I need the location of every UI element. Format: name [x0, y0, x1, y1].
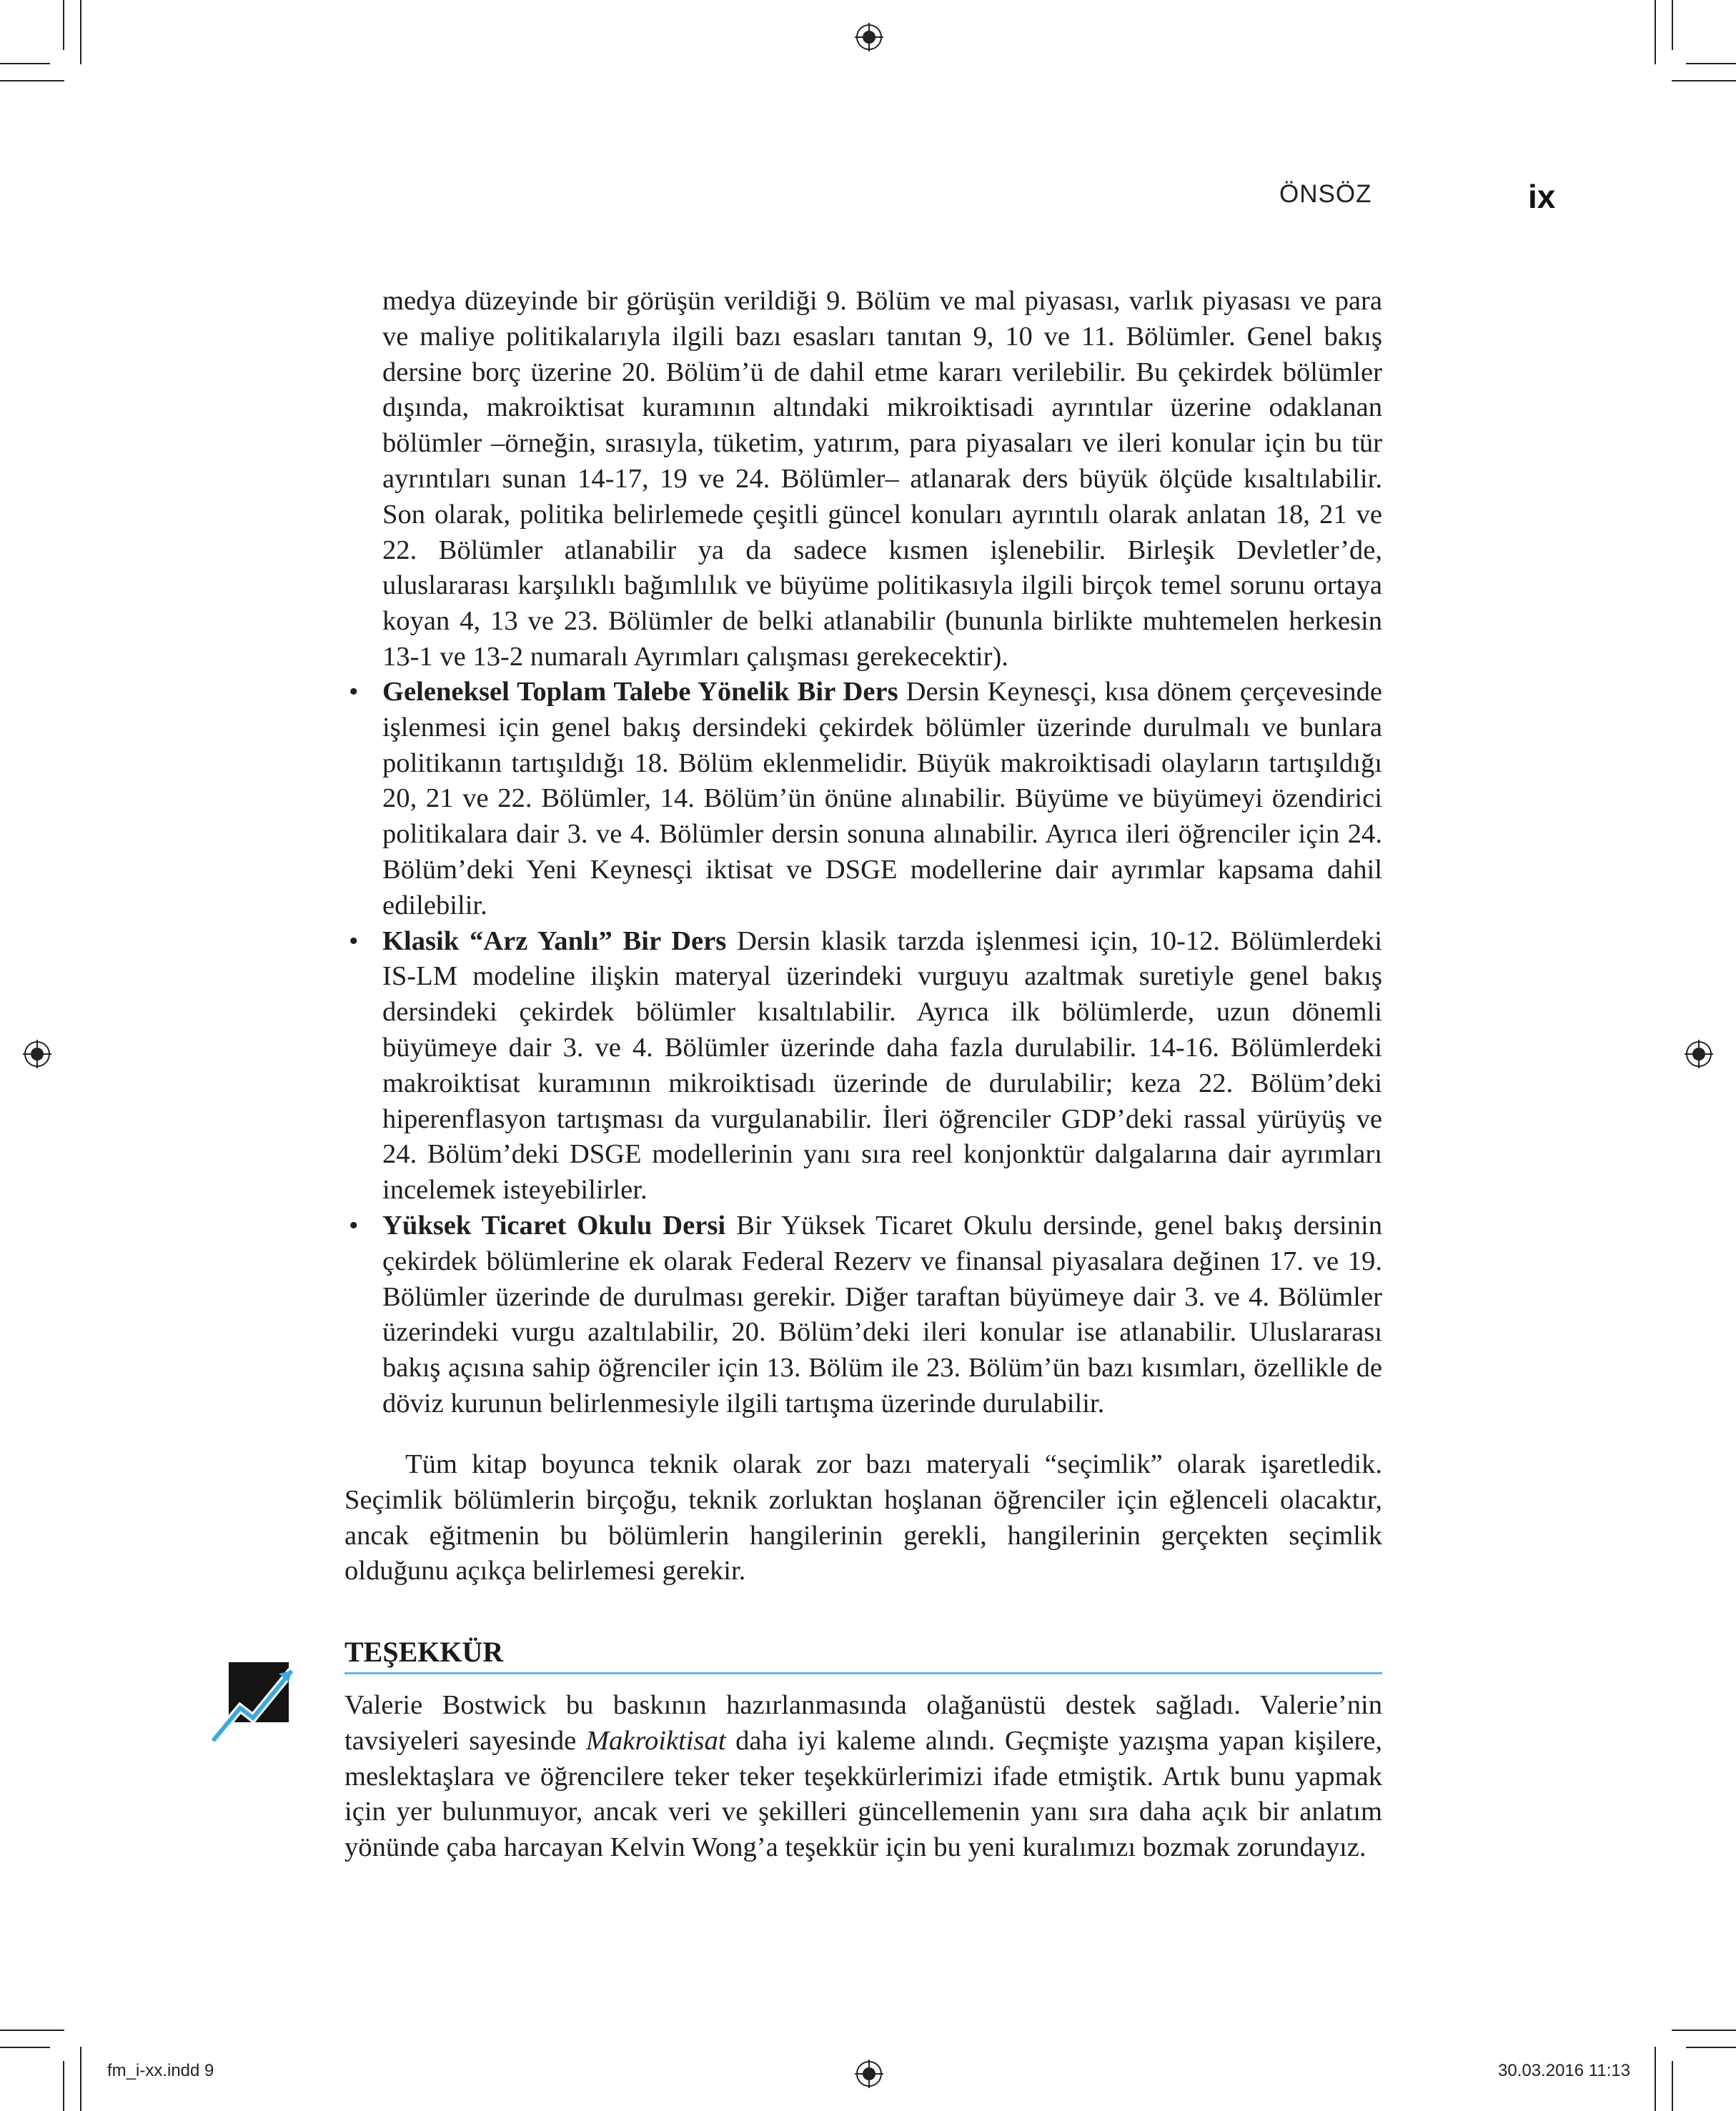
registration-mark-icon [23, 1040, 51, 1068]
trend-chart-icon [212, 1656, 297, 1749]
bullet-icon: • [349, 677, 359, 707]
course-options-list [344, 675, 1382, 1422]
acknowledgements-paragraph [344, 1688, 1382, 1866]
book-title: Makroiktisat [585, 1725, 726, 1756]
bullet-icon: • [349, 1210, 359, 1241]
section-title: TEŞEKKÜR [344, 1636, 504, 1668]
list-item [344, 675, 1382, 924]
crop-mark [1672, 2061, 1673, 2111]
crop-mark [80, 2047, 81, 2111]
crop-mark [63, 0, 64, 50]
crop-mark [1686, 2047, 1736, 2048]
crop-mark [0, 2047, 50, 2048]
ack-text-end: daha iyi kaleme alındı. Geçmişte yazışma yapan kişilere, meslektaşlara ve öğrencilere teker teker teşekkürlerimizi ifade etmiştik. Artık bunu yapmak için yer bulunmuyor, ancak veri ve şekilleri güncellemenin yanı sıra daha açık bir anlatım yönünde çaba harcayan Kelvin Wong’a teşekkür için bu yeni kuralımızı bozmak zorundayız. [344, 1725, 1382, 1863]
bullet-text: Bir Yüksek Ticaret Okulu dersinde, genel bakış dersinin çekirdek bölümlerine ek olarak Federal Rezerv ve finansal piyasalara değinen 17. ve 19. Bölümler üzerinde de durulması gerekir. Diğer taraftan büyümeye dair 3. ve 4. Bölümler üzerindeki vurgu azaltılabilir, 20. Bölüm’deki ileri konular ise atlanabilir. Uluslararası bakış açısına sahip öğrenciler için 13. Bölüm ile 23. Bölüm’ün bazı kısımları, özellikle de döviz kurunun belirlenmesiyle ilgili tartışma üzerinde durulabilir. [382, 1210, 1383, 1419]
page-number: ix [1528, 178, 1556, 215]
registration-mark-icon [855, 2060, 883, 2088]
running-header: ÖNSÖZ [1279, 180, 1372, 208]
crop-mark [80, 0, 81, 64]
bullet-text: Dersin klasik tarzda işlenmesi için, 10-12. Bölümlerdeki IS-LM modeline ilişkin materyal üzerindeki vurguyu azaltmak suretiyle genel bakış dersindeki çekirdek bölümler kısaltılabilir. Ayrıca ilk bölümlerde, uzun dönemli büyümeye dair 3. ve 4. Bölümler üzerinde daha fazla durulabilir. 14-16. Bölümlerdeki makroiktisat kuramının mikroiktisadı üzerinde de durulabilir; keza 22. Bölüm’deki hiperenflasyon tartışması da vurgulanabilir. İleri öğrenciler GDP’deki rassal yürüyüş ve 24. Bölüm’deki DSGE modellerinin yanı sıra reel konjonktür dalgalarına dair ayrımları incelemek isteyebilirler. [382, 925, 1382, 1206]
bullet-icon: • [349, 925, 359, 956]
optional-sections-paragraph: Tüm kitap boyunca teknik olarak zor bazı materyali “seçimlik” olarak işaretledik. Seçimlik bölümlerin birçoğu, teknik zorluktan hoşlanan öğrenciler için eğlenceli olacaktır, ancak eğitmenin bu bölümlerin hangilerinin gerekli, hangilerinin gerçekten seçimlik olduğunu açıkça belirlemesi gerekir. [344, 1449, 1382, 1586]
bullet-title: Geleneksel Toplam Talebe Yönelik Bir Ders [382, 677, 898, 707]
crop-mark [1672, 0, 1673, 50]
continuation-paragraph: medya düzeyinde bir görüşün verildiği 9. Bölüm ve mal piyasası, varlık piyasası ve para ve maliye politikalarıyla ilgili bazı esasları tanıtan 9, 10 ve 11. Bölümler. Genel bakış dersine borç üzerine 20. Bölüm’ü de dahil etme kararı verilebilir. Bu çekirdek bölümler dışında, makroiktisat kuramının altındaki mikroiktisadi ayrıntılar üzerine odaklanan bölümler –örneğin, sırasıyla, tüketim, yatırım, para piyasaları ve ileri konular için bu tür ayrıntıları sunan 14-17, 19 ve 24. Bölümler– atlanarak ders büyük ölçüde kısaltılabilir. Son olarak, politika belirlemede çeşitli güncel konuları ayrıntılı olarak anlatan 18, 21 ve 22. Bölümler atlanabilir ya da sadece kısmen işlenebilir. Birleşik Devletler’de, uluslararası karşılıklı bağımlılık ve büyüme politikasıyla ilgili birçok temel sorunu ortaya koyan 4, 13 ve 23. Bölümler de belki atlanabilir (bununla birlikte muhtemelen herkesin 13-1 ve 13-2 numaralı Ayrımları çalışması gerekecektir). [382, 286, 1382, 672]
crop-mark [1655, 0, 1656, 64]
section-divider [344, 1672, 1382, 1674]
ack-text-start: Valerie Bostwick bu baskının hazırlanmasında olağanüstü destek sağladı. Valerie’nin tavsiyeleri sayesinde [344, 1690, 1382, 1756]
bullet-title: Yüksek Ticaret Okulu Dersi [382, 1210, 726, 1241]
list-item [344, 1208, 1382, 1422]
list-item [344, 924, 1382, 1208]
bullet-text: Dersin Keynesçi, kısa dönem çerçevesinde işlenmesi için genel bakış dersindeki çekirdek bölümler üzerinde durulmalı ve bunlara politikanın tartışıldığı 18. Bölüm eklenmelidir. Büyük makroiktisadi olayların tartışıldığı 20, 21 ve 22. Bölümler, 14. Bölüm’ün önüne alınabilir. Büyüme ve büyümeyi özendirici politikalara dair 3. ve 4. Bölümler dersin sonuna alınabilir. Ayrıca ileri öğrenciler için 24. Bölüm’deki Yeni Keynesçi iktisat ve DSGE modellerine dair ayrımlar kapsama dahil edilebilir. [382, 677, 1383, 920]
crop-mark [1672, 80, 1736, 81]
file-slug: fm_i-xx.indd 9 [107, 2061, 214, 2080]
crop-mark [1672, 2030, 1736, 2031]
bullet-title: Klasik “Arz Yanlı” Bir Ders [382, 925, 727, 956]
registration-mark-icon [1685, 1040, 1713, 1068]
crop-mark [1655, 2047, 1656, 2111]
crop-mark [0, 2030, 64, 2031]
registration-mark-icon [855, 23, 883, 51]
crop-mark [0, 80, 64, 81]
crop-mark [63, 2061, 64, 2111]
crop-mark [1686, 63, 1736, 64]
crop-mark [0, 63, 50, 64]
timestamp-slug: 30.03.2016 11:13 [1498, 2061, 1631, 2080]
